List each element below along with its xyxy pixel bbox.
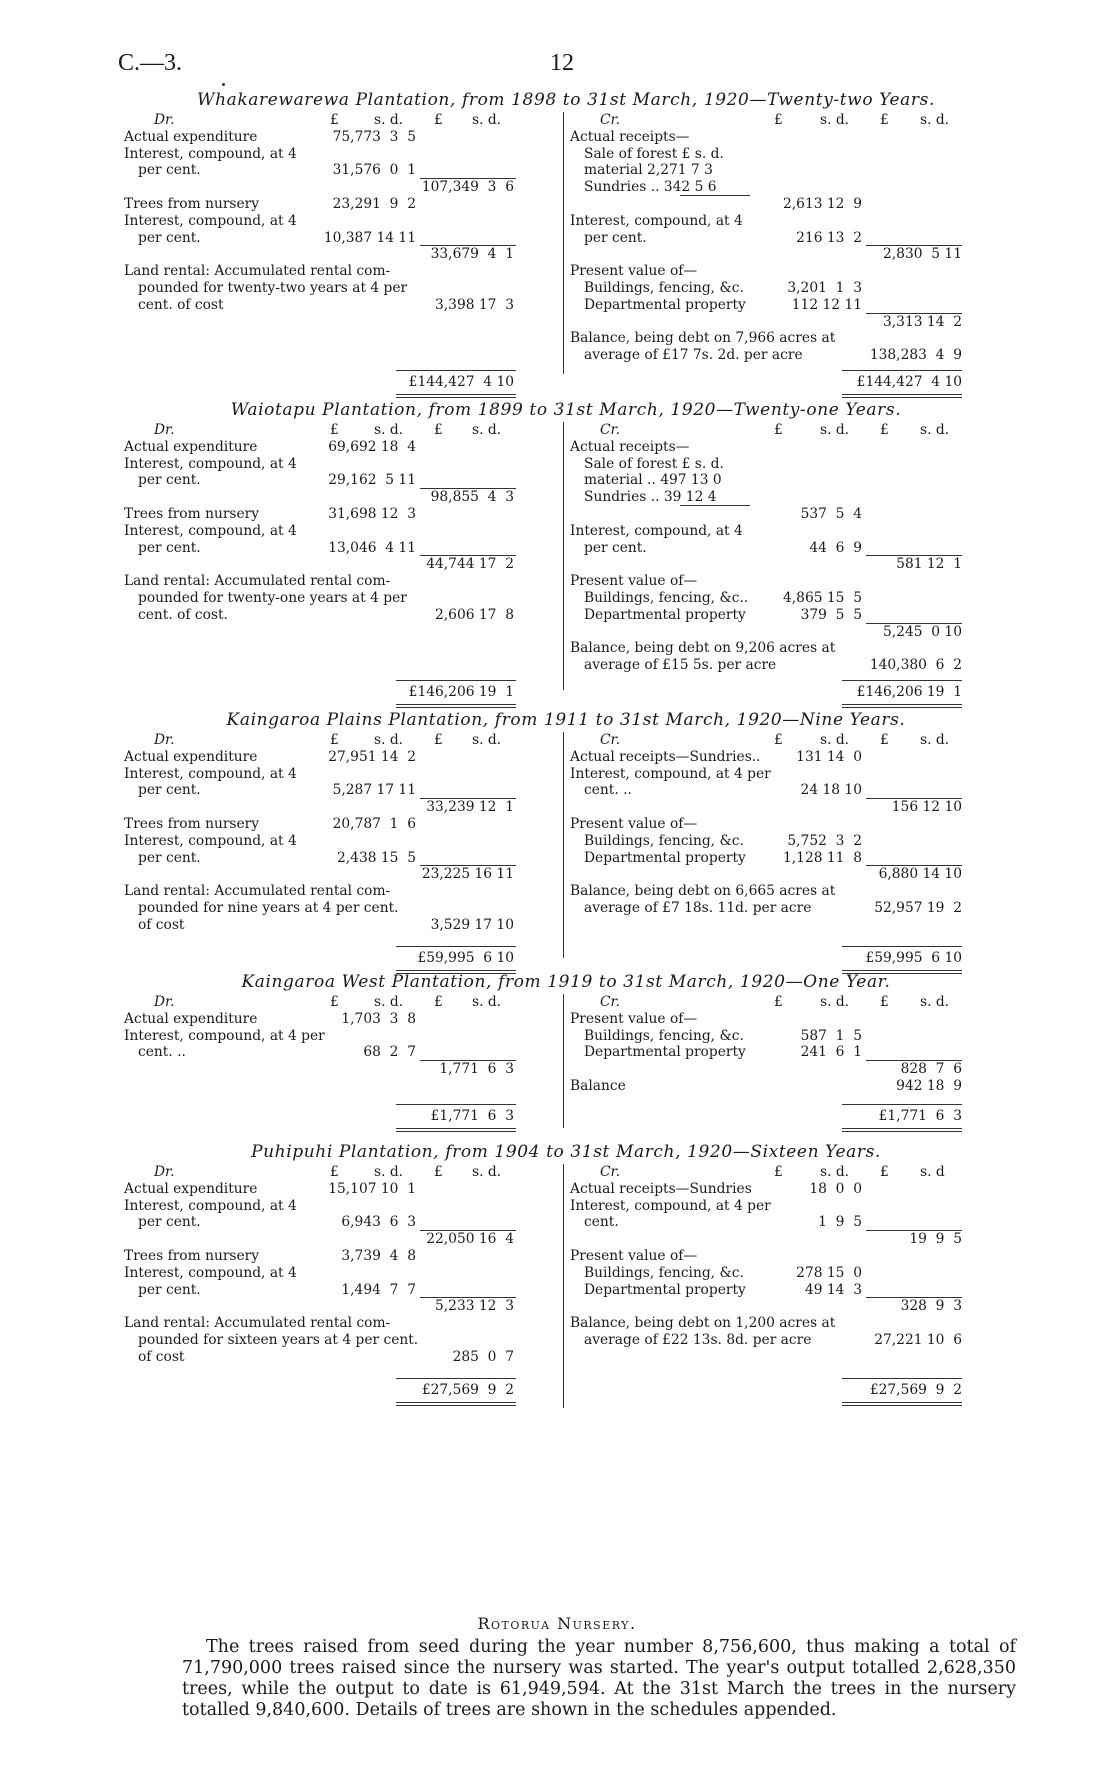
cr-line: average of £15 5s. per acre xyxy=(584,657,777,674)
cr-subtotal-rule xyxy=(866,865,962,866)
dr-line: Trees from nursery xyxy=(124,196,260,212)
dr-line: Actual expenditure xyxy=(124,1010,258,1027)
cr-line: Departmental property xyxy=(584,296,746,313)
dr-amount: 1,703 3 8 xyxy=(341,1010,416,1027)
dr-line: Trees from nursery xyxy=(124,1248,260,1264)
dr-line: per cent. xyxy=(138,162,201,179)
dr-amount: 1,771 6 3 xyxy=(439,1061,514,1078)
dr-line: per cent. xyxy=(138,229,201,246)
cr-total-rule xyxy=(842,370,962,371)
dr-amount: 15,107 10 1 xyxy=(328,1180,416,1197)
cr-line: Balance xyxy=(570,1078,626,1094)
dr-amount: 3,398 17 3 xyxy=(435,296,514,313)
cr-column-heads xyxy=(570,994,1008,1011)
dr-line: Actual expenditure xyxy=(124,1180,258,1197)
cr-subtotal-rule xyxy=(680,505,750,506)
cr-amount: 156 12 10 xyxy=(891,799,962,816)
cr-subtotal-rule xyxy=(680,195,750,196)
cr-line: Interest, compound, at 4 xyxy=(570,212,743,229)
cr-column-head: £ xyxy=(774,422,783,438)
cr-heading: Cr. xyxy=(600,732,621,748)
cr-heading: Cr. xyxy=(600,112,621,128)
dr-total: £1,771 6 3 xyxy=(430,1108,514,1125)
debit-side xyxy=(124,994,556,1128)
account-columns xyxy=(124,422,1008,701)
account-title: Waiotapu Plantation, from 1899 to 31st March, 1920—Twenty-one Years. xyxy=(230,400,902,420)
cr-amount: 5,752 3 2 xyxy=(787,832,862,849)
dr-line: pounded for nine years at 4 per cent. xyxy=(138,900,399,916)
dr-column-heads xyxy=(124,1164,556,1181)
credit-side xyxy=(570,112,1008,391)
dr-column-head: s. d. xyxy=(374,422,404,438)
dr-amount: 31,576 0 1 xyxy=(332,162,416,179)
dr-total: £146,206 19 1 xyxy=(408,684,514,701)
dr-amount: 5,233 12 3 xyxy=(435,1298,514,1315)
cr-amount: 3,313 14 2 xyxy=(883,313,962,330)
cr-line: Buildings, fencing, &c. xyxy=(584,832,744,849)
cr-column-head: s. d. xyxy=(820,422,850,438)
plantation-account xyxy=(124,1140,1008,1408)
credit-side xyxy=(570,422,1008,701)
cr-column-head: £ xyxy=(880,994,889,1010)
cr-subtotal-rule xyxy=(866,1297,962,1298)
dr-line: Interest, compound, at 4 xyxy=(124,1197,297,1214)
cr-line: average of £22 13s. 8d. per acre xyxy=(584,1332,812,1348)
dr-column-head: £ xyxy=(434,1164,443,1180)
cr-amount: 379 5 5 xyxy=(800,606,862,623)
dr-column-head: £ xyxy=(330,732,339,748)
dr-line: cent. of cost xyxy=(138,296,224,313)
dr-total-double-rule xyxy=(396,1128,516,1132)
cr-line: Buildings, fencing, &c. xyxy=(584,1027,744,1044)
cr-amount: 3,201 1 3 xyxy=(787,280,862,296)
dr-amount: 29,162 5 11 xyxy=(328,472,416,489)
dr-amount: 5,287 17 11 xyxy=(332,782,416,799)
cr-amount: 587 1 5 xyxy=(800,1027,862,1044)
cr-column-heads xyxy=(570,112,1008,129)
cr-total: £27,569 9 2 xyxy=(869,1382,962,1399)
dr-line: Actual expenditure xyxy=(124,748,258,765)
dr-column-head: s. d. xyxy=(472,1164,502,1180)
dr-total-rule xyxy=(396,680,516,681)
dr-subtotal-rule xyxy=(420,865,516,866)
dr-amount: 10,387 14 11 xyxy=(323,229,416,246)
cr-line: Departmental property xyxy=(584,849,746,866)
cr-column-head: s. d xyxy=(920,1164,945,1180)
dr-amount: 13,046 4 11 xyxy=(328,539,416,556)
cr-line: Actual receipts— xyxy=(570,438,690,455)
cr-amount: 1,128 11 8 xyxy=(783,849,862,866)
dr-heading: Dr. xyxy=(154,1164,175,1180)
cr-column-head: £ xyxy=(774,1164,783,1180)
cr-line: Departmental property xyxy=(584,1281,746,1298)
cr-line: Balance, being debt on 7,966 acres at xyxy=(570,330,836,347)
dr-total: £144,427 4 10 xyxy=(408,374,514,391)
dr-column-head: £ xyxy=(434,994,443,1010)
cr-line: Sundries .. 342 5 6 xyxy=(584,179,717,196)
cr-line: Sundries .. 39 12 4 xyxy=(584,489,717,506)
cr-subtotal-rule xyxy=(866,245,962,246)
dr-amount: 98,855 4 3 xyxy=(430,489,514,506)
dr-line: of cost xyxy=(138,1348,185,1365)
cr-column-head: £ xyxy=(880,1164,889,1180)
dr-line: Trees from nursery xyxy=(124,816,260,832)
cr-line: Actual receipts—Sundries xyxy=(570,1180,752,1197)
cr-line: Interest, compound, at 4 per xyxy=(570,1197,771,1214)
cr-amount: 828 7 6 xyxy=(900,1061,962,1078)
account-columns xyxy=(124,732,1008,967)
cr-amount: 278 15 0 xyxy=(796,1264,862,1281)
cr-line: Present value of— xyxy=(570,1010,698,1027)
cr-total-rule xyxy=(842,1378,962,1379)
dr-amount: 1,494 7 7 xyxy=(341,1281,416,1298)
cr-amount: 140,380 6 2 xyxy=(869,657,962,674)
cr-line: average of £7 18s. 11d. per acre xyxy=(584,900,812,916)
cr-column-head: s. d. xyxy=(920,112,950,128)
dr-amount: 31,698 12 3 xyxy=(328,506,416,522)
dr-line: Land rental: Accumulated rental com- xyxy=(124,883,391,900)
cr-column-head: s. d. xyxy=(920,422,950,438)
dr-line: Interest, compound, at 4 xyxy=(124,522,297,539)
dr-amount: 2,438 15 5 xyxy=(337,849,416,866)
debit-side xyxy=(124,732,556,967)
cr-subtotal-rule xyxy=(866,555,962,556)
page-number: 12 xyxy=(550,50,574,76)
cr-amount: 1 9 5 xyxy=(818,1214,862,1231)
dr-line: Land rental: Accumulated rental com- xyxy=(124,263,391,280)
dr-line: Interest, compound, at 4 xyxy=(124,455,297,472)
cr-column-head: £ xyxy=(880,732,889,748)
dr-column-head: £ xyxy=(330,1164,339,1180)
dr-heading: Dr. xyxy=(154,994,175,1010)
cr-amount: 942 18 9 xyxy=(896,1078,962,1094)
account-columns xyxy=(124,1164,1008,1408)
dr-amount: 3,529 17 10 xyxy=(430,916,514,933)
dr-line: Actual expenditure xyxy=(124,438,258,455)
cr-amount: 216 13 2 xyxy=(796,229,862,246)
cr-amount: 2,830 5 11 xyxy=(883,246,962,263)
dr-line: per cent. xyxy=(138,1214,201,1231)
cr-total: £59,995 6 10 xyxy=(865,950,962,967)
cr-amount: 19 9 5 xyxy=(909,1231,962,1248)
dr-column-head: s. d. xyxy=(472,994,502,1010)
cr-line: Actual receipts— xyxy=(570,128,690,145)
cr-line: Balance, being debt on 1,200 acres at xyxy=(570,1315,836,1332)
cr-total: £1,771 6 3 xyxy=(878,1108,962,1125)
dr-amount: 107,349 3 6 xyxy=(421,179,514,196)
cr-line: material .. 497 13 0 xyxy=(584,472,722,489)
account-columns xyxy=(124,994,1008,1128)
dr-column-head: s. d. xyxy=(374,994,404,1010)
dr-column-head: s. d. xyxy=(472,732,502,748)
column-divider xyxy=(563,112,564,374)
dr-column-head: £ xyxy=(434,422,443,438)
dr-subtotal-rule xyxy=(420,798,516,799)
dr-total: £59,995 6 10 xyxy=(417,950,514,967)
dr-column-heads xyxy=(124,112,556,129)
dr-line: Actual expenditure xyxy=(124,128,258,145)
cr-amount: 138,283 4 9 xyxy=(869,347,962,364)
cr-amount: 24 18 10 xyxy=(800,782,862,799)
cr-amount: 4,865 15 5 xyxy=(783,590,862,606)
cr-column-head: s. d. xyxy=(920,732,950,748)
dr-amount: 44,744 17 2 xyxy=(426,556,514,573)
dr-total-double-rule xyxy=(396,1402,516,1406)
cr-amount: 5,245 0 10 xyxy=(883,623,962,640)
cr-subtotal-rule xyxy=(866,1060,962,1061)
dr-line: per cent. xyxy=(138,1281,201,1298)
debit-side xyxy=(124,112,556,391)
cr-line: Interest, compound, at 4 per xyxy=(570,765,771,782)
cr-amount: 52,957 19 2 xyxy=(874,900,962,916)
cr-total-rule xyxy=(842,680,962,681)
cr-subtotal-rule xyxy=(866,313,962,314)
cr-amount: 581 12 1 xyxy=(896,556,962,573)
cr-column-heads xyxy=(570,732,1008,749)
cr-amount: 49 14 3 xyxy=(804,1281,862,1298)
cr-line: average of £17 7s. 2d. per acre xyxy=(584,347,803,364)
dr-line: Interest, compound, at 4 xyxy=(124,212,297,229)
cr-line: Sale of forest £ s. d. xyxy=(584,145,724,162)
cr-total-rule xyxy=(842,1104,962,1105)
cr-amount: 6,880 14 10 xyxy=(878,866,962,883)
dr-column-head: £ xyxy=(330,422,339,438)
dr-line: Interest, compound, at 4 xyxy=(124,145,297,162)
column-divider xyxy=(563,1164,564,1408)
credit-side xyxy=(570,994,1008,1128)
plantation-account xyxy=(124,88,1008,391)
cr-line: material 2,271 7 3 xyxy=(584,162,713,179)
cr-amount: 241 6 1 xyxy=(800,1044,862,1061)
dr-line: Interest, compound, at 4 xyxy=(124,1264,297,1281)
cr-total: £144,427 4 10 xyxy=(856,374,962,391)
dr-amount: 6,943 6 3 xyxy=(341,1214,416,1231)
account-title: Kaingaroa West Plantation, from 1919 to 31st March, 1920—One Year. xyxy=(241,972,891,992)
dr-amount: 33,679 4 1 xyxy=(430,246,514,263)
cr-line: Present value of— xyxy=(570,1248,698,1264)
column-divider xyxy=(563,732,564,958)
cr-line: cent. xyxy=(584,1214,619,1231)
cr-amount: 537 5 4 xyxy=(800,506,862,522)
cr-amount: 131 14 0 xyxy=(796,748,862,765)
dr-line: per cent. xyxy=(138,539,201,556)
dr-column-head: s. d. xyxy=(374,1164,404,1180)
dr-column-head: s. d. xyxy=(472,112,502,128)
cr-amount: 328 9 3 xyxy=(900,1298,962,1315)
cr-heading: Cr. xyxy=(600,994,621,1010)
dr-amount: 75,773 3 5 xyxy=(332,128,416,145)
cr-line: Buildings, fencing, &c.. xyxy=(584,590,749,606)
cr-line: per cent. xyxy=(584,229,647,246)
cr-line: per cent. xyxy=(584,539,647,556)
dr-line: pounded for twenty-one years at 4 per xyxy=(138,590,407,606)
cr-line: Present value of— xyxy=(570,573,698,590)
dr-line: Interest, compound, at 4 xyxy=(124,832,297,849)
dr-line: Interest, compound, at 4 per xyxy=(124,1027,325,1044)
cr-amount: 27,221 10 6 xyxy=(874,1332,962,1348)
dr-amount: 68 2 7 xyxy=(363,1044,416,1061)
dr-amount: 27,951 14 2 xyxy=(328,748,416,765)
dr-heading: Dr. xyxy=(154,732,175,748)
cr-amount: 2,613 12 9 xyxy=(783,196,862,212)
debit-side xyxy=(124,422,556,701)
dr-amount: 3,739 4 8 xyxy=(341,1248,416,1264)
dr-column-head: s. d. xyxy=(472,422,502,438)
cr-column-head: £ xyxy=(880,112,889,128)
cr-total-double-rule xyxy=(842,1128,962,1132)
dr-column-head: £ xyxy=(434,112,443,128)
cr-column-head: £ xyxy=(774,112,783,128)
dr-total-rule xyxy=(396,370,516,371)
cr-column-head: £ xyxy=(774,994,783,1010)
dr-column-heads xyxy=(124,732,556,749)
dr-subtotal-rule xyxy=(420,245,516,246)
cr-line: Buildings, fencing, &c. xyxy=(584,1264,744,1281)
cr-column-head: £ xyxy=(880,422,889,438)
dr-line: per cent. xyxy=(138,472,201,489)
plantation-account xyxy=(124,708,1008,967)
cr-heading: Cr. xyxy=(600,1164,621,1180)
dr-amount: 69,692 18 4 xyxy=(328,438,416,455)
cr-total-double-rule xyxy=(842,1402,962,1406)
cr-subtotal-rule xyxy=(866,798,962,799)
dr-column-head: £ xyxy=(330,994,339,1010)
dr-column-head: £ xyxy=(330,112,339,128)
cr-total-rule xyxy=(842,946,962,947)
dr-column-heads xyxy=(124,422,556,439)
account-columns xyxy=(124,112,1008,391)
dr-total-rule xyxy=(396,1104,516,1105)
printer-dot xyxy=(222,83,225,86)
nursery-paragraph: The trees raised from seed during the year number 8,756,600, thus making a total of 71,790,000 trees raised since the nursery was started. The year's output totalled 2,628,350 trees, while the output to date is 61,949,594. At the 31st March the trees in the nursery totalled 9,840,600. Details of trees are shown in the schedules appended. xyxy=(182,1637,1016,1720)
cr-amount: 44 6 9 xyxy=(809,539,862,556)
cr-line: Actual receipts—Sundries.. xyxy=(570,748,761,765)
dr-line: cent. .. xyxy=(138,1044,186,1061)
nursery-heading: Rotorua Nursery. xyxy=(477,1614,637,1633)
cr-column-head: s. d. xyxy=(820,994,850,1010)
dr-line: Land rental: Accumulated rental com- xyxy=(124,1315,391,1332)
cr-column-head: £ xyxy=(774,732,783,748)
credit-side xyxy=(570,732,1008,967)
dr-column-head: s. d. xyxy=(374,732,404,748)
dr-line: Land rental: Accumulated rental com- xyxy=(124,573,391,590)
dr-column-heads xyxy=(124,994,556,1011)
dr-line: pounded for sixteen years at 4 per cent. xyxy=(138,1332,419,1348)
debit-side xyxy=(124,1164,556,1408)
column-divider xyxy=(563,994,564,1128)
cr-line: Present value of— xyxy=(570,816,698,832)
cr-total: £146,206 19 1 xyxy=(856,684,962,701)
cr-line: Balance, being debt on 9,206 acres at xyxy=(570,640,836,657)
cr-column-head: s. d. xyxy=(820,732,850,748)
dr-column-head: £ xyxy=(434,732,443,748)
account-title: Puhipuhi Plantation, from 1904 to 31st March, 1920—Sixteen Years. xyxy=(251,1142,881,1162)
dr-amount: 2,606 17 8 xyxy=(435,606,514,623)
cr-line: Balance, being debt on 6,665 acres at xyxy=(570,883,836,900)
dr-amount: 23,291 9 2 xyxy=(332,196,416,212)
dr-amount: 33,239 12 1 xyxy=(426,799,514,816)
cr-line: Departmental property xyxy=(584,606,746,623)
cr-column-head: s. d. xyxy=(920,994,950,1010)
dr-subtotal-rule xyxy=(420,1060,516,1061)
plantation-account xyxy=(124,398,1008,701)
cr-heading: Cr. xyxy=(600,422,621,438)
dr-subtotal-rule xyxy=(420,1297,516,1298)
cr-line: Departmental property xyxy=(584,1044,746,1061)
cr-line: Buildings, fencing, &c. xyxy=(584,280,744,296)
plantation-account xyxy=(124,970,1008,1128)
dr-total-rule xyxy=(396,946,516,947)
cr-amount: 18 0 0 xyxy=(809,1180,862,1197)
dr-total: £27,569 9 2 xyxy=(421,1382,514,1399)
dr-line: of cost xyxy=(138,916,185,933)
dr-subtotal-rule xyxy=(420,178,516,179)
credit-side xyxy=(570,1164,1008,1408)
cr-line: cent. .. xyxy=(584,782,632,799)
cr-line: Sale of forest £ s. d. xyxy=(584,455,724,472)
dr-column-head: s. d. xyxy=(374,112,404,128)
dr-line: Trees from nursery xyxy=(124,506,260,522)
cr-line: Interest, compound, at 4 xyxy=(570,522,743,539)
dr-amount: 23,225 16 11 xyxy=(421,866,514,883)
dr-subtotal-rule xyxy=(420,1230,516,1231)
cr-column-heads xyxy=(570,1164,1008,1181)
dr-amount: 20,787 1 6 xyxy=(332,816,416,832)
dr-line: per cent. xyxy=(138,849,201,866)
cr-column-head: s. d. xyxy=(820,1164,850,1180)
cr-column-head: s. d. xyxy=(820,112,850,128)
cr-line: Present value of— xyxy=(570,263,698,280)
cr-amount: 112 12 11 xyxy=(791,296,862,313)
dr-line: cent. of cost. xyxy=(138,606,228,623)
dr-amount: 22,050 16 4 xyxy=(426,1231,514,1248)
dr-subtotal-rule xyxy=(420,488,516,489)
dr-line: per cent. xyxy=(138,782,201,799)
dr-heading: Dr. xyxy=(154,112,175,128)
account-title: Kaingaroa Plains Plantation, from 1911 to 31st March, 1920—Nine Years. xyxy=(226,710,906,730)
cr-subtotal-rule xyxy=(866,623,962,624)
dr-amount: 285 0 7 xyxy=(452,1348,514,1365)
dr-subtotal-rule xyxy=(420,555,516,556)
document-code: C.—3. xyxy=(118,50,183,76)
dr-heading: Dr. xyxy=(154,422,175,438)
dr-total-rule xyxy=(396,1378,516,1379)
account-title: Whakarewarewa Plantation, from 1898 to 31st March, 1920—Twenty-two Years. xyxy=(197,90,935,110)
dr-line: Interest, compound, at 4 xyxy=(124,765,297,782)
dr-line: pounded for twenty-two years at 4 per xyxy=(138,280,408,296)
column-divider xyxy=(563,422,564,690)
cr-subtotal-rule xyxy=(866,1230,962,1231)
cr-column-heads xyxy=(570,422,1008,439)
